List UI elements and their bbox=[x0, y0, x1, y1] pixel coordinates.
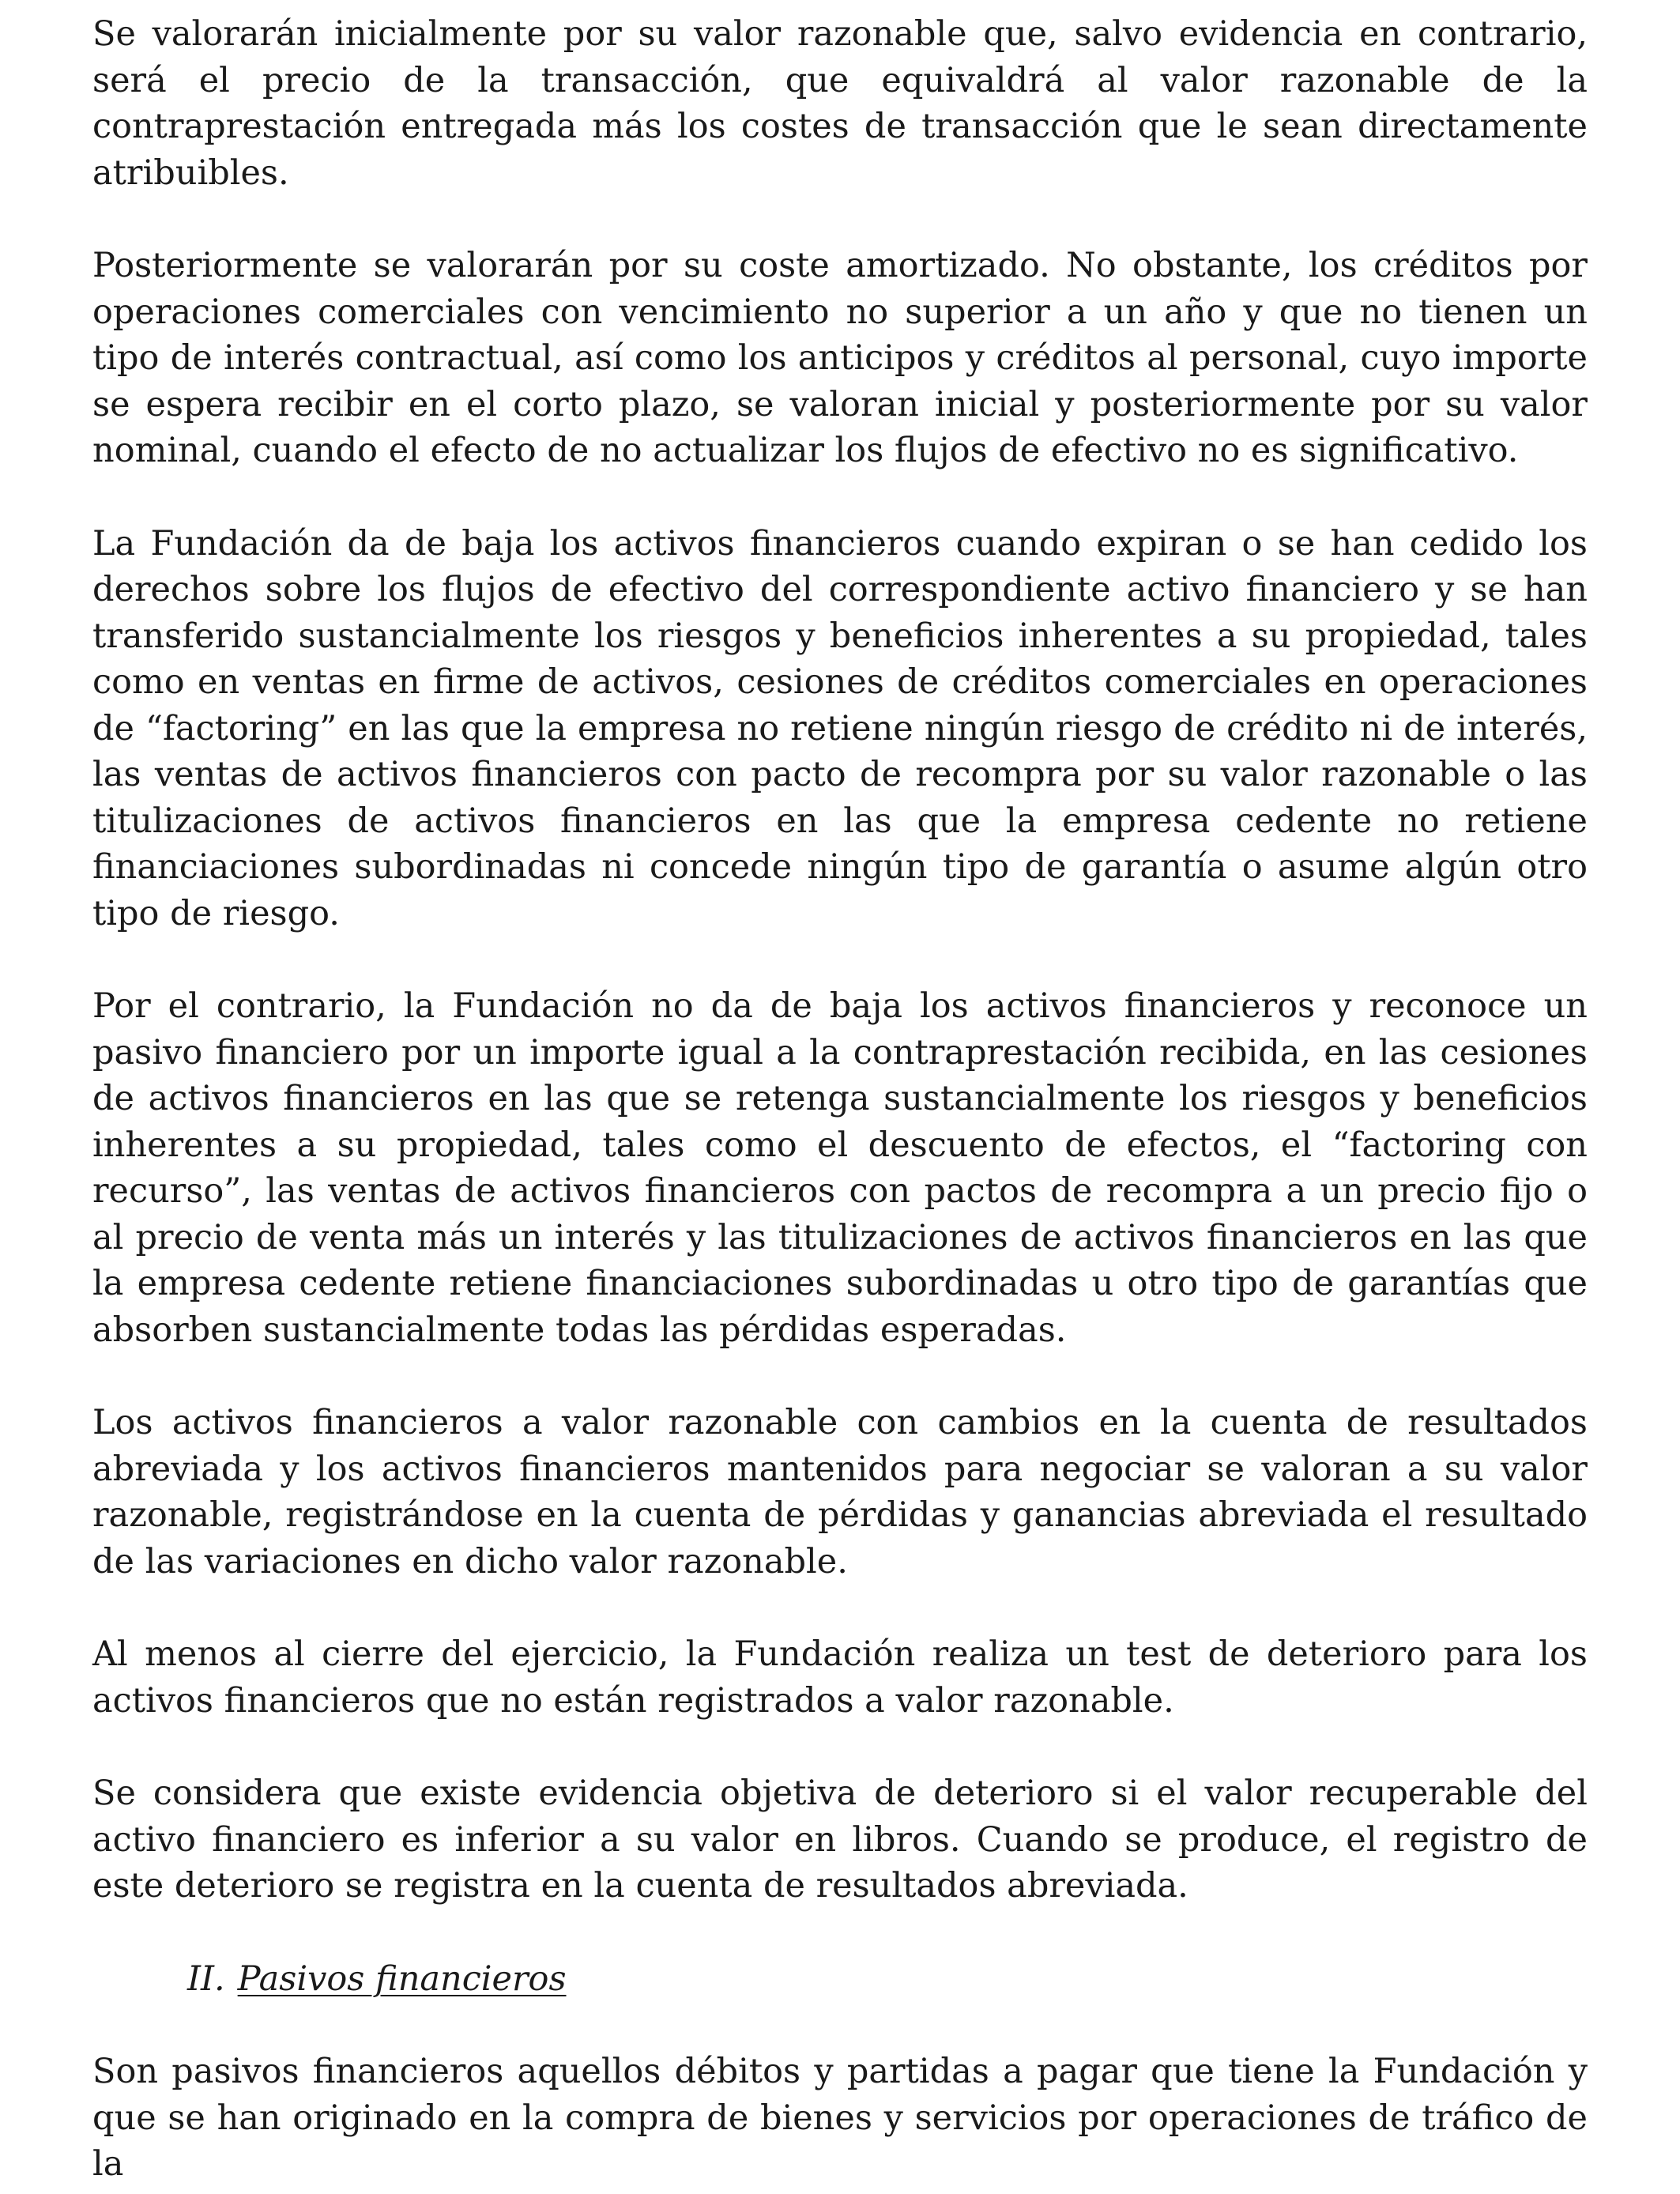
paragraph-financial-liabilities: Son pasivos financieros aquellos débitos y partidas a pagar que tiene la Fundación y que se han originado en la compra de bienes y servicios por operaciones de tráfico de la bbox=[92, 2052, 1588, 2184]
paragraph-fair-value-changes: Los activos financieros a valor razonable con cambios en la cuenta de resultados abreviada y los activos financieros mantenidos para negociar se valoran a su valor razonable, registrándose en la cuenta de pérdidas y ganancias abreviada el resultado de las variaciones en dicho valor razonable. bbox=[92, 1403, 1588, 1581]
paragraph-impairment-test: Al menos al cierre del ejercicio, la Fundación realiza un test de deterioro para los activos financieros que no están registrados a valor razonable. bbox=[92, 1634, 1588, 1721]
section-title: Pasivos financieros bbox=[237, 1958, 567, 1999]
section-number: II. bbox=[187, 1958, 225, 1999]
paragraph-no-derecognition: Por el contrario, la Fundación no da de baja los activos financieros y reconoce un pasivo financiero por un importe igual a la contraprestación recibida, en las cesiones de activos financieros en las que se retenga sustancialmente los riesgos y beneficios inherentes a su propiedad, tales como el descuento de efectos, el “factoring con recurso”, las ventas de activos financieros con pactos de recompra a un precio fijo o al precio de venta más un interés y las titulizaciones de activos financieros en las que la empresa cedente retiene financiaciones subordinadas u otro tipo de garantías que absorben sustancialmente todas las pérdidas esperadas. bbox=[92, 986, 1588, 1350]
section-heading bbox=[92, 1956, 1588, 2003]
paragraph-amortized-cost: Posteriormente se valorarán por su coste amortizado. No obstante, los créditos por operaciones comerciales con vencimiento no superior a un año y que no tienen un tipo de interés contractual, así como los anticipos y créditos al personal, cuyo importe se espera recibir en el corto plazo, se valoran inicial y posteriormente por su valor nominal, cuando el efecto de no actualizar los flujos de efectivo no es significativo. bbox=[92, 246, 1588, 470]
document-page bbox=[92, 11, 1588, 2188]
paragraph-impairment-evidence: Se considera que existe evidencia objetiva de deterioro si el valor recuperable del activo financiero es inferior a su valor en libros. Cuando se produce, el registro de este deterioro se registra en la cuenta de resultados abreviada. bbox=[92, 1774, 1588, 1906]
paragraph-derecognition: La Fundación da de baja los activos financieros cuando expiran o se han cedido los derechos sobre los flujos de efectivo del correspondiente activo financiero y se han transferido sustancialmente los riesgos y beneficios inherentes a su propiedad, tales como en ventas en firme de activos, cesiones de créditos comerciales en operaciones de “factoring” en las que la empresa no retiene ningún riesgo de crédito ni de interés, las ventas de activos financieros con pacto de recompra por su valor razonable o las titulizaciones de activos financieros en las que la empresa cedente no retiene financiaciones subordinadas ni concede ningún tipo de garantía o asume algún otro tipo de riesgo. bbox=[92, 523, 1588, 933]
paragraph-initial-valuation: Se valorarán inicialmente por su valor razonable que, salvo evidencia en contrario, será el precio de la transacción, que equivaldrá al valor razonable de la contraprestación entregada más los costes de transacción que le sean directamente atribuibles. bbox=[92, 14, 1588, 193]
